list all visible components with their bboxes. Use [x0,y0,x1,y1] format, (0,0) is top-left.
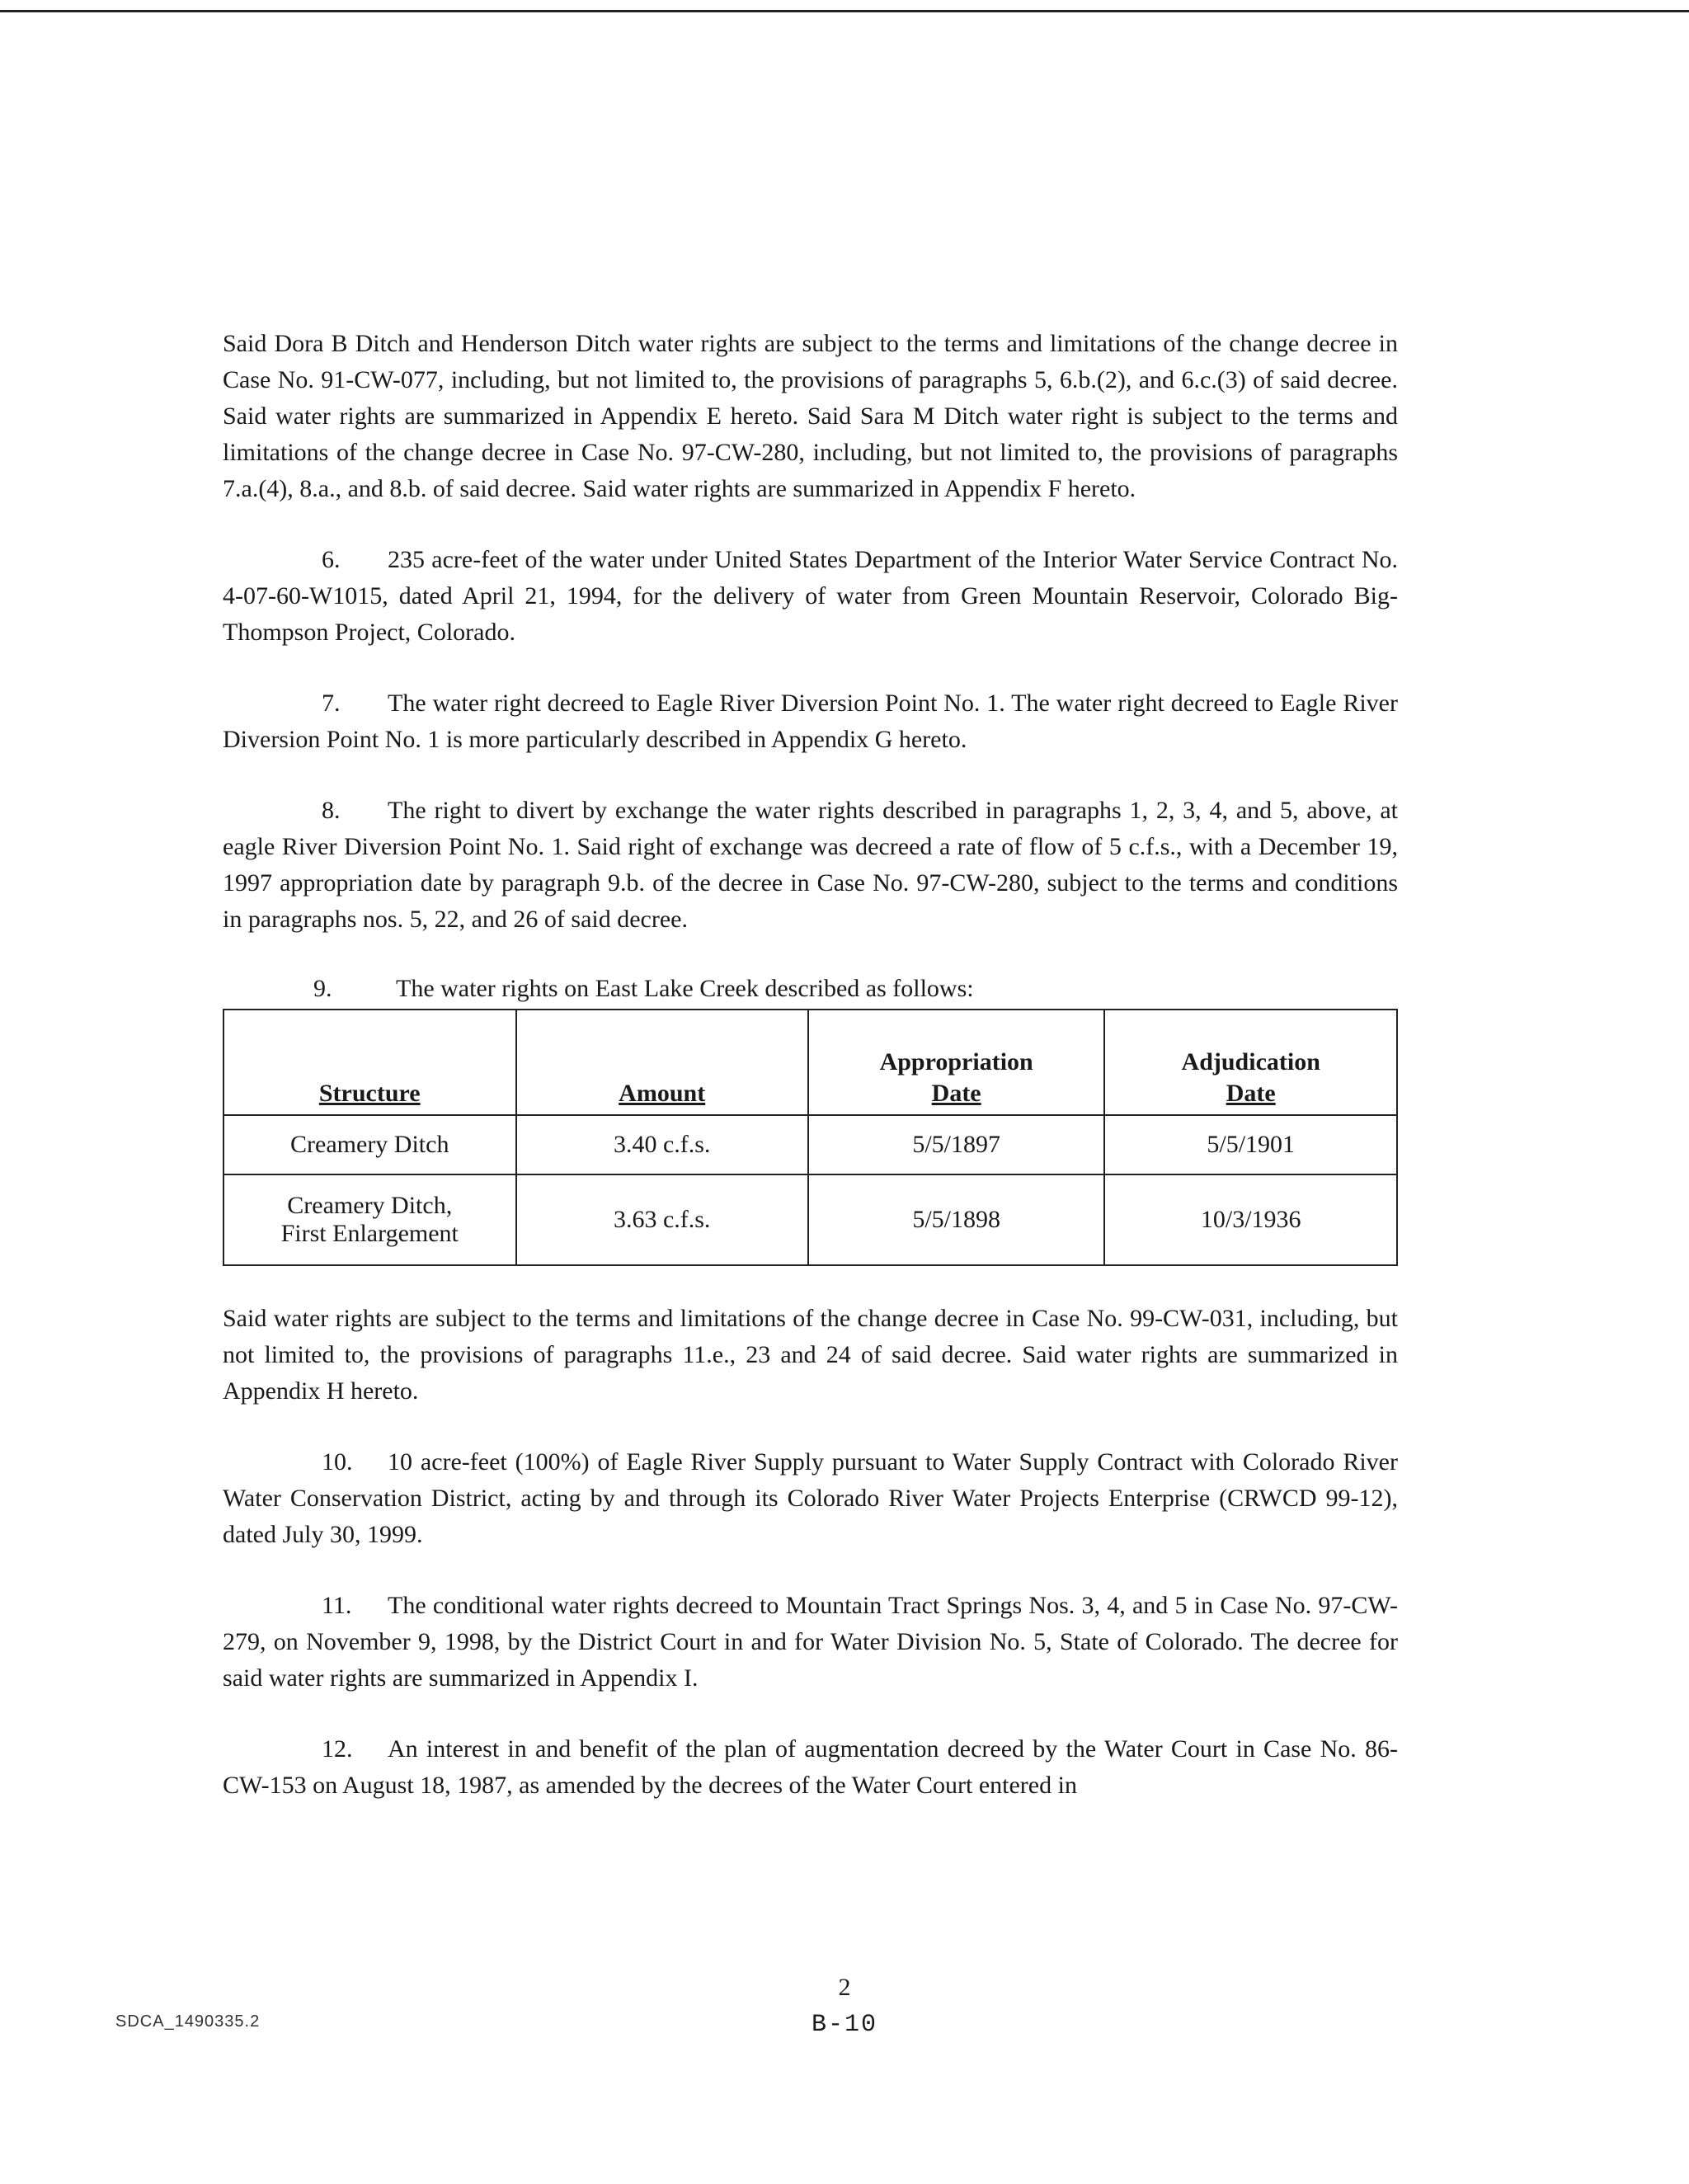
paragraph-number: 12. [322,1735,353,1763]
water-rights-table [223,1009,1398,1266]
paragraph-10 [223,1444,1398,1553]
document-id: SDCA_1490335.2 [115,2012,261,2031]
paragraph-text: An interest in and benefit of the plan of augmentation decreed by the Water Court in Case No. 86-CW-153 on August 18, 1987, as amended by the decrees of the Water Court entered in [223,1735,1398,1799]
header-appropriation-date: Appropriation Date [808,1010,1105,1115]
paragraph-number: 9. [313,975,332,1002]
header-adjudication-date: Adjudication Date [1104,1010,1397,1115]
paragraph-text: The water rights on East Lake Creek described as follows: [396,975,974,1002]
table-header-row [223,1010,1397,1115]
cell-appropriation-date: 5/5/1897 [808,1115,1105,1174]
paragraph-number: 7. [322,690,341,717]
paragraph-number: 6. [322,546,341,573]
table-row [223,1174,1397,1265]
paragraph-text: The water right decreed to Eagle River Diversion Point No. 1. The water right decreed to Eagle River Diversion Point No. 1 is more particularly described in Appendix G hereto. [223,690,1398,753]
header-structure: Structure [223,1010,516,1115]
paragraph-text: 235 acre-feet of the water under United States Department of the Interior Water Service Contract No. 4-07-60-W1015, dated April 21, 1994, for the delivery of water from Green Mountain Reservoir, Colorado Big-Thompson Project, Colorado. [223,546,1398,646]
cell-amount: 3.63 c.f.s. [516,1174,808,1265]
cell-adjudication-date: 5/5/1901 [1104,1115,1397,1174]
paragraph-intro: Said Dora B Ditch and Henderson Ditch water rights are subject to the terms and limitations of the change decree in Case No. 91-CW-077, including, but not limited to, the provisions of paragraphs 5, 6.b.(2), and 6.c.(3) of said decree. Said water rights are summarized in Appendix E hereto. Said Sara M Ditch water right is subject to the terms and limitations of the change decree in Case No. 97-CW-280, including, but not limited to, the provisions of paragraphs 7.a.(4), 8.a., and 8.b. of said decree. Said water rights are summarized in Appendix F hereto. [223,330,1398,502]
paragraph-9-continued: Said water rights are subject to the terms and limitations of the change decree in Case No. 99-CW-031, including, but not limited to, the provisions of paragraphs 11.e., 23 and 24 of said decree. Said water rights are summarized in Appendix H hereto. [223,1305,1398,1405]
cell-adjudication-date: 10/3/1936 [1104,1174,1397,1265]
paragraph-number: 11. [322,1592,352,1619]
paragraph-text: The conditional water rights decreed to Mountain Tract Springs Nos. 3, 4, and 5 in Case No. 97-CW-279, on November 9, 1998, by the District Court in and for Water Division No. 5, State of Colorado. The decree for said water rights are summarized in Appendix I. [223,1592,1398,1692]
paragraph-12 [223,1731,1398,1804]
cell-amount: 3.40 c.f.s. [516,1115,808,1174]
paragraph-9 [223,972,1398,1005]
paragraph-6 [223,542,1398,651]
page-number: 2 [838,1974,851,2001]
cell-structure: Creamery Ditch [223,1115,516,1174]
paragraph-text: The right to divert by exchange the water rights described in paragraphs 1, 2, 3, 4, and 5, above, at eagle River Diversion Point No. 1. Said right of exchange was decreed a rate of flow of 5 c.f.s., with a December 19, 1997 appropriation date by paragraph 9.b. of the decree in Case No. 97-CW-280, subject to the terms and conditions in paragraphs nos. 5, 22, and 26 of said decree. [223,797,1398,933]
paragraph-text: 10 acre-feet (100%) of Eagle River Supply pursuant to Water Supply Contract with Colorado River Water Conservation District, acting by and through its Colorado River Water Projects Enterprise (CRWCD 99-12), dated July 30, 1999. [223,1448,1398,1548]
top-border [0,0,1689,12]
cell-appropriation-date: 5/5/1898 [808,1174,1105,1265]
page-body [223,326,1398,1838]
header-amount: Amount [516,1010,808,1115]
table-row [223,1115,1397,1174]
paragraph-number: 8. [322,797,341,824]
paragraph-7 [223,685,1398,758]
paragraph-11 [223,1588,1398,1697]
cell-structure: Creamery Ditch, First Enlargement [223,1174,516,1265]
paragraph-number: 10. [322,1448,353,1476]
exhibit-page-number: B-10 [811,2011,877,2039]
paragraph-8 [223,793,1398,938]
